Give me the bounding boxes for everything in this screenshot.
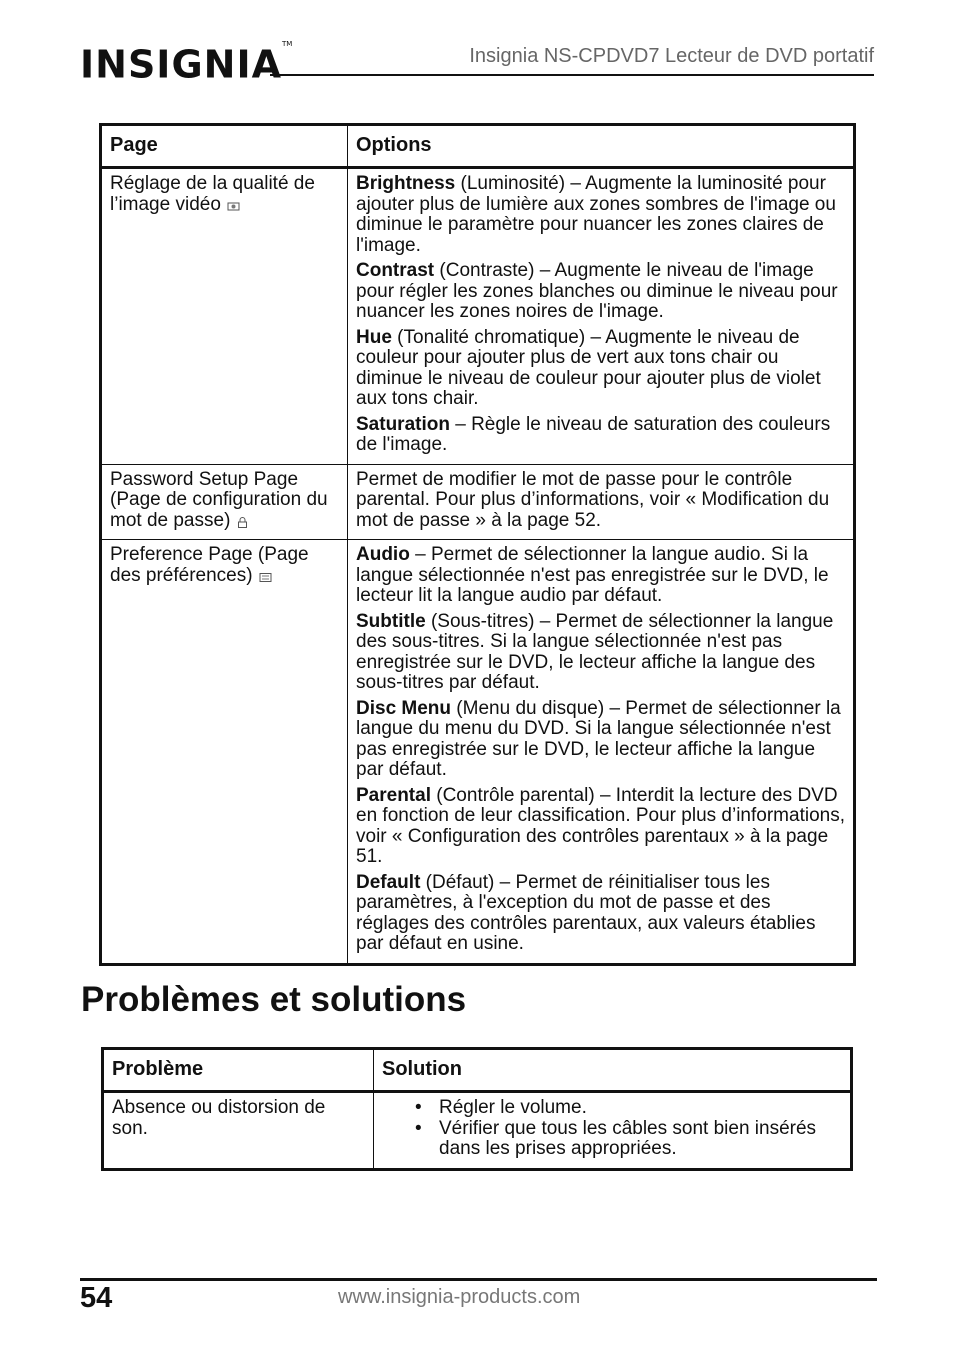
- table-row: [101, 540, 855, 965]
- option-subtitle: [356, 612, 845, 694]
- option-default: [356, 873, 845, 955]
- options-cell: [348, 540, 855, 965]
- option-term: Audio: [356, 544, 410, 565]
- page-column-header: Page: [101, 125, 348, 168]
- option-text: – Règle le niveau de saturation des couleurs de l'image.: [356, 413, 831, 455]
- option-parental: [356, 786, 845, 868]
- solution-list: [382, 1098, 842, 1160]
- options-table-header-row: [101, 125, 855, 168]
- option-text: (Tonalité chromatique) – Augmente le niveau de couleur pour ajouter plus de vert aux tons chair ou diminue le niveau de couleur pour ajouter plus de violet aux tons chair.: [356, 326, 821, 409]
- option-text: (Sous-titres) – Permet de sélectionner la langue des sous-titres. Si la langue sélectionnée n'est pas enregistrée sur le DVD, le lecteur affiche la langue des sous-titres par défaut.: [356, 610, 834, 693]
- option-term: Disc Menu: [356, 697, 452, 719]
- option-term: Hue: [356, 326, 392, 348]
- option-text: (Contrôle parental) – Interdit la lecture des DVD en fonction de leur classification. Pour plus d’informations, voir « Configuration des contrôles parentaux » à la page 51.: [356, 784, 845, 867]
- footer-rule: [80, 1278, 877, 1281]
- header-title: Insignia NS-CPDVD7 Lecteur de DVD portatif: [469, 45, 874, 67]
- option-term: Brightness: [356, 173, 456, 194]
- troubleshooting-header-row: [103, 1049, 852, 1092]
- option-term: Contrast: [356, 260, 435, 281]
- page-number: 54: [80, 1282, 113, 1314]
- option-term: Default: [356, 871, 421, 893]
- page-name: Preference Page (Page des préférences): [110, 544, 309, 586]
- options-table: [99, 123, 856, 966]
- footer-url: www.insignia-products.com: [338, 1286, 581, 1308]
- option-text: (Défaut) – Permet de réinitialiser tous les paramètres, à l'exception du mot de passe et des réglages des contrôles parentaux, aux valeurs établies par défaut en usine.: [356, 871, 816, 954]
- page-name: Password Setup Page (Page de configuration du mot de passe): [110, 468, 328, 531]
- option-text: (Menu du disque) – Permet de sélectionner la langue du menu du DVD. Si la langue sélectionnée n'est pas enregistrée sur le DVD, le lecteur affiche la langue par défaut.: [356, 697, 841, 780]
- list-item: • Régler le volume.: [412, 1098, 842, 1119]
- insignia-logo: [80, 36, 292, 91]
- problem-column-header: Problème: [103, 1049, 374, 1092]
- logo-trademark: TM: [282, 40, 293, 48]
- option-hue: [356, 328, 845, 410]
- page-name: Réglage de la qualité de l’image vidéo: [110, 173, 315, 215]
- option-term: Saturation: [356, 413, 450, 435]
- option-term: Subtitle: [356, 610, 426, 632]
- options-cell: [348, 464, 855, 540]
- option-text: (Luminosité) – Augmente la luminosité pour ajouter plus de lumière aux zones sombres de l'image ou diminue le paramètre pour nuancer les zones claires de l'image.: [356, 173, 836, 256]
- troubleshooting-table: [101, 1047, 853, 1171]
- option-text: (Contraste) – Augmente le niveau de l'image pour régler les zones blanches ou diminue le niveau pour nuancer les zones noires de l'image.: [356, 260, 838, 322]
- page-cell: [101, 168, 348, 465]
- lock-icon: [236, 517, 249, 528]
- option-audio: [356, 545, 845, 607]
- option-brightness: [356, 174, 845, 256]
- solution-column-header: Solution: [374, 1049, 852, 1092]
- header-rule: [270, 74, 874, 76]
- page-cell: [101, 540, 348, 965]
- option-password: [356, 470, 845, 532]
- logo-text: INSIGNIA: [80, 42, 282, 87]
- table-row: [101, 464, 855, 540]
- section-title: Problèmes et solutions: [81, 980, 467, 1019]
- solution-cell: [374, 1092, 852, 1170]
- list-item: • Vérifier que tous les câbles sont bien insérés dans les prises appropriées.: [412, 1119, 842, 1160]
- page-cell: [101, 464, 348, 540]
- option-saturation: [356, 415, 845, 456]
- preferences-icon: [259, 572, 272, 583]
- option-text: – Permet de sélectionner la langue audio. Si la langue sélectionnée n'est pas enregistrée sur le DVD, le lecteur lit la langue audio par défaut.: [356, 544, 829, 606]
- option-text: Permet de modifier le mot de passe pour le contrôle parental. Pour plus d’informations, voir « Modification du mot de passe » à la page 52.: [356, 468, 830, 531]
- table-row: [103, 1092, 852, 1170]
- problem-cell: Absence ou distorsion de son.: [103, 1092, 374, 1170]
- options-column-header: Options: [348, 125, 855, 168]
- option-contrast: [356, 261, 845, 323]
- table-row: [101, 168, 855, 465]
- option-term: Parental: [356, 784, 431, 806]
- option-disc-menu: [356, 699, 845, 781]
- options-cell: [348, 168, 855, 465]
- video-quality-icon: [227, 201, 240, 212]
